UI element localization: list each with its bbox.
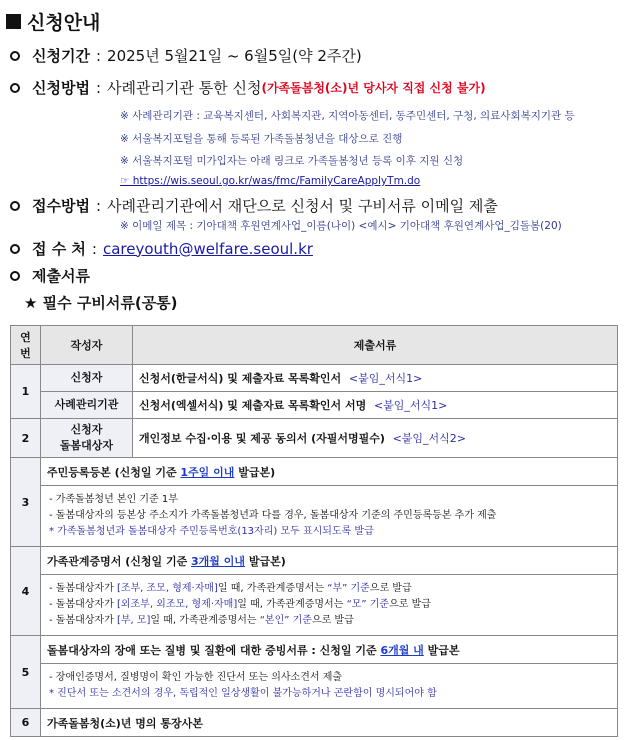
table-row (11, 365, 618, 392)
document-cell: 개인정보 수집·이용 및 제공 동의서 (자필서명필수) <붙임_서식2> (133, 419, 618, 458)
receipt-row: 접수방법 : 사례관리기관에서 재단으로 신청서 및 구비서류 이메일 제출 (10, 195, 498, 216)
author-cell: 신청자 돌봄대상자 (41, 419, 133, 458)
table-row (11, 547, 618, 575)
table-row (11, 486, 618, 547)
circle-bullet-icon (10, 51, 20, 61)
receipt-note: ※ 이메일 제목 : 기아대책 후원연계사업_이름(나이) <예시> 기아대책 후원연계사업_김돌봄(20) (120, 220, 562, 232)
header-no: 연번 (11, 326, 41, 365)
document-details: - 돌봄대상자가 [조부, 조모, 형제·자매]일 때, 가족관계증명서는 “부” 기준으로 발급 - 돌봄대상자가 [외조부, 외조모, 형제·자매]일 때, 가족관계증명서는 “모” 기준으로 발급 - 돌봄대상자가 [부, 모]일 때, 가족관계증명서는 “본인” 기준으로 발급 (41, 575, 618, 636)
section-title: 신청안내 (6, 8, 100, 35)
email-link[interactable]: careyouth@welfare.seoul.kr (102, 239, 313, 258)
document-cell: 신청서(엑셀서식) 및 제출자료 목록확인서 서명 <붙임_서식1> (133, 392, 618, 419)
attachment-ref: <붙임_서식1> (348, 372, 423, 385)
period-row: 신청기간 : 2025년 5월21일 ~ 6월5일(약 2주간) (10, 45, 362, 66)
circle-bullet-icon (10, 83, 20, 93)
table-row (11, 392, 618, 419)
table-row (11, 664, 618, 709)
table-row (11, 575, 618, 636)
required-docs-title: ★ 필수 구비서류(공통) (24, 294, 178, 312)
document-heading: 가족돌봄청(소)년 명의 통장사본 (41, 709, 618, 737)
row-number: 1 (11, 365, 41, 419)
method-row: 신청방법 : 사례관리기관 통한 신청 (가족돌봄청(소)년 당사자 직접 신청 불가) (10, 77, 486, 98)
document-cell: 신청서(한글서식) 및 제출자료 목록확인서 <붙임_서식1> (133, 365, 618, 392)
circle-bullet-icon (10, 244, 20, 254)
document-heading: 주민등록등본 (신청일 기준 1주일 이내 발급본) (41, 458, 618, 486)
docs-row: 제출서류 (10, 265, 90, 286)
circle-bullet-icon (10, 271, 20, 281)
table-row (11, 458, 618, 486)
document-heading: 가족관계증명서 (신청일 기준 3개월 이내 발급본) (41, 547, 618, 575)
circle-bullet-icon (10, 201, 20, 211)
documents-table (10, 325, 618, 737)
header-author: 작성자 (41, 326, 133, 365)
attachment-ref: <붙임_서식1> (373, 399, 448, 412)
table-header-row (11, 326, 618, 365)
document-heading: 돌봄대상자의 장애 또는 질병 및 질환에 대한 증빙서류 : 신청일 기준 6개월 내 발급본 (41, 636, 618, 664)
row-number: 4 (11, 547, 41, 636)
to-row: 접 수 처 : careyouth@welfare.seoul.kr (10, 238, 313, 259)
table-row (11, 636, 618, 664)
table-row (11, 419, 618, 458)
square-icon (6, 14, 21, 29)
method-note: ※ 서울복지포털을 통해 등록된 가족돌봄청년을 대상으로 진행 (120, 133, 403, 145)
registration-link[interactable]: ☞ https://wis.seoul.go.kr/was/fmc/FamilyCareApplyTm.do (120, 175, 421, 187)
row-number: 3 (11, 458, 41, 547)
header-documents: 제출서류 (133, 326, 618, 365)
document-details: - 장애인증명서, 질병명이 확인 가능한 진단서 또는 의사소견서 제출 * 진단서 또는 소견서의 경우, 독립적인 일상생활이 불가능하거나 곤란함이 명시되어야 함 (41, 664, 618, 709)
document-details: - 가족돌봄청년 본인 기준 1부 - 돌봄대상자의 등본상 주소지가 가족돌봄청년과 다를 경우, 돌봄대상자 기준의 주민등록등본 추가 제출 * 가족돌봄청년과 돌봄대상자 주민등록번호(13자리) 모두 표시되도록 발급 (41, 486, 618, 547)
row-number: 5 (11, 636, 41, 709)
author-cell: 사례관리기관 (41, 392, 133, 419)
method-note: ※ 서울복지포털 미가입자는 아래 링크로 가족돌봄청년 등록 이후 지원 신청 (120, 155, 464, 167)
table-row (11, 709, 618, 737)
row-number: 2 (11, 419, 41, 458)
method-note: ※ 사례관리기관 : 교육복지센터, 사회복지관, 지역아동센터, 동주민센터, 구청, 의료사회복지기관 등 (120, 110, 575, 122)
author-cell: 신청자 (41, 365, 133, 392)
attachment-ref: <붙임_서식2> (392, 432, 467, 445)
row-number: 6 (11, 709, 41, 737)
